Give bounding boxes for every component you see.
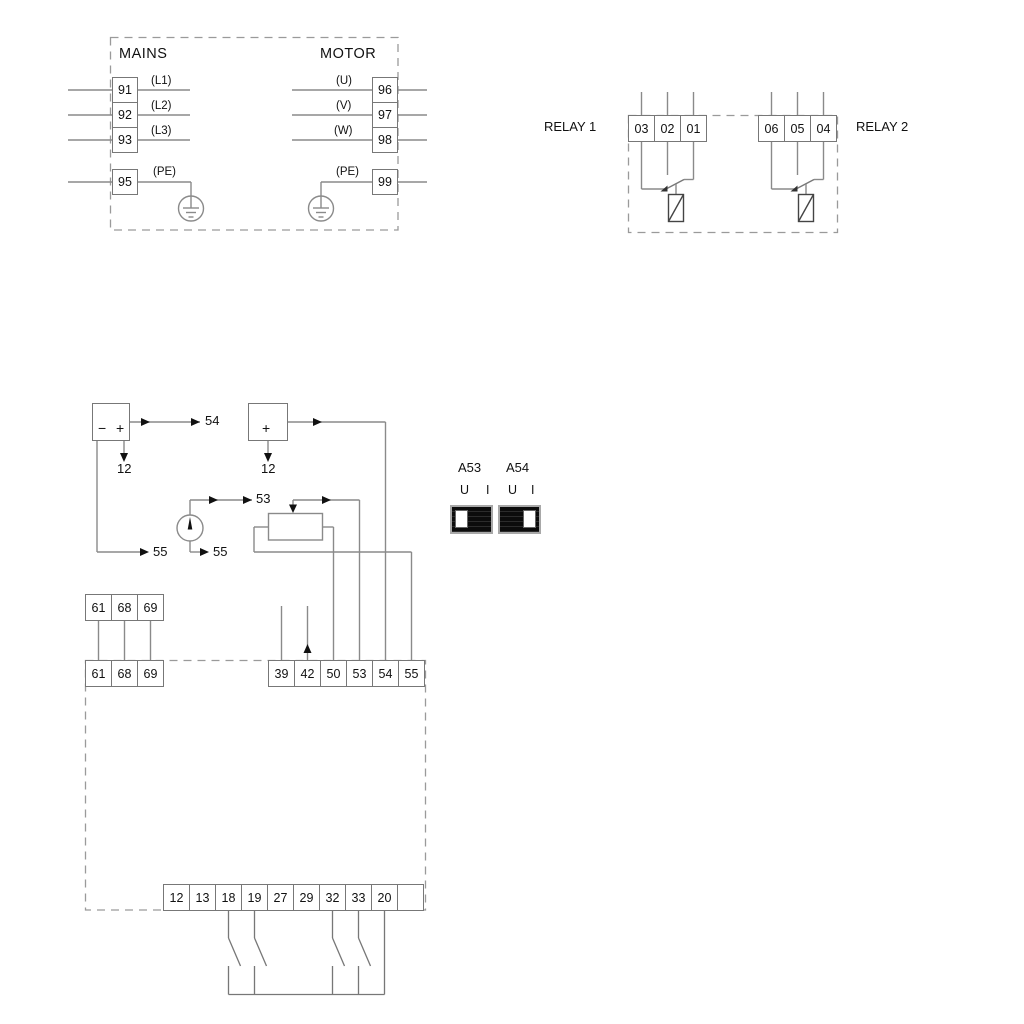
terminal-18: 18 bbox=[215, 884, 242, 911]
wire-label-54: 54 bbox=[205, 413, 220, 428]
terminal-95: 95 bbox=[112, 169, 138, 195]
meter-icon bbox=[177, 515, 203, 541]
switch-a54-option-u: U bbox=[508, 483, 518, 497]
switch-a53-label: A53 bbox=[458, 460, 482, 475]
dip-switch-a53-slider bbox=[455, 510, 468, 528]
analog-terminal-stub-wires bbox=[282, 606, 312, 661]
terminal-33: 33 bbox=[345, 884, 372, 911]
terminal-93: 93 bbox=[112, 127, 138, 153]
source1-minus-sign: − bbox=[98, 420, 107, 436]
phase-label-w: (W) bbox=[334, 125, 353, 137]
terminal-32: 32 bbox=[319, 884, 346, 911]
control-enclosure-dashed-border bbox=[86, 661, 426, 911]
source1-plus-sign: + bbox=[116, 420, 125, 436]
terminal-53: 53 bbox=[346, 660, 373, 687]
terminal-54: 54 bbox=[372, 660, 399, 687]
terminal-61-upper: 61 bbox=[85, 594, 112, 621]
source2-plus-sign: + bbox=[262, 420, 271, 436]
terminal-99: 99 bbox=[372, 169, 398, 195]
relay1-label: RELAY 1 bbox=[544, 119, 597, 134]
terminal-27: 27 bbox=[267, 884, 294, 911]
dip-switch-a54-slider bbox=[523, 510, 536, 528]
terminal-69: 69 bbox=[137, 660, 164, 687]
motor-ground-icon bbox=[309, 196, 334, 221]
terminal-61: 61 bbox=[85, 660, 112, 687]
terminal-39: 39 bbox=[268, 660, 295, 687]
phase-label-u: (U) bbox=[336, 75, 352, 87]
dip-switch-a53 bbox=[450, 505, 493, 534]
unipolar-source-box bbox=[248, 403, 288, 441]
terminal-05: 05 bbox=[784, 115, 811, 142]
terminal-blank bbox=[397, 884, 424, 911]
relay2-coil-icon bbox=[799, 195, 814, 222]
terminal-12: 12 bbox=[163, 884, 190, 911]
phase-label-v: (V) bbox=[336, 100, 352, 112]
mains-title: MAINS bbox=[119, 46, 168, 62]
dip-switch-a54 bbox=[498, 505, 541, 534]
digital-terminal-block bbox=[163, 884, 424, 911]
wire-label-12-right: 12 bbox=[261, 461, 276, 476]
terminal-98: 98 bbox=[372, 127, 398, 153]
terminal-91: 91 bbox=[112, 77, 138, 103]
relay1-terminal-block bbox=[628, 115, 707, 142]
relay2-contact-icon bbox=[791, 180, 815, 195]
switch-a53-option-u: U bbox=[460, 483, 470, 497]
relay2-terminal-block bbox=[758, 115, 837, 142]
switch-a54-label: A54 bbox=[506, 460, 530, 475]
phase-label-l2: (L2) bbox=[151, 100, 172, 112]
terminal-68-upper: 68 bbox=[111, 594, 138, 621]
terminal-03: 03 bbox=[628, 115, 655, 142]
wire-label-12-left: 12 bbox=[117, 461, 132, 476]
switch-a54-option-i: I bbox=[531, 483, 535, 497]
upper-aux-terminal-block bbox=[85, 594, 164, 621]
terminal-06: 06 bbox=[758, 115, 785, 142]
terminal-68: 68 bbox=[111, 660, 138, 687]
terminal-20: 20 bbox=[371, 884, 398, 911]
mains-ground-icon bbox=[179, 196, 204, 221]
terminal-04: 04 bbox=[810, 115, 837, 142]
terminal-42: 42 bbox=[294, 660, 321, 687]
terminal-29: 29 bbox=[293, 884, 320, 911]
aux-connector-wires bbox=[99, 620, 151, 661]
potentiometer-icon bbox=[269, 500, 323, 540]
motor-title: MOTOR bbox=[320, 46, 377, 62]
relay1-contact-icon bbox=[661, 180, 685, 195]
wire-label-55-left: 55 bbox=[153, 544, 168, 559]
terminal-01: 01 bbox=[680, 115, 707, 142]
terminal-96: 96 bbox=[372, 77, 398, 103]
terminal-02: 02 bbox=[654, 115, 681, 142]
phase-label-l3: (L3) bbox=[151, 125, 172, 137]
wire-label-53: 53 bbox=[256, 491, 271, 506]
relay1-coil-icon bbox=[669, 195, 684, 222]
terminal-13: 13 bbox=[189, 884, 216, 911]
aux-terminal-block bbox=[85, 660, 164, 687]
terminal-69-upper: 69 bbox=[137, 594, 164, 621]
phase-label-l1: (L1) bbox=[151, 75, 172, 87]
phase-label-pe-motor: (PE) bbox=[336, 166, 359, 178]
terminal-55: 55 bbox=[398, 660, 425, 687]
terminal-19: 19 bbox=[241, 884, 268, 911]
wire-label-55-right: 55 bbox=[213, 544, 228, 559]
relay2-label: RELAY 2 bbox=[856, 119, 909, 134]
switch-a53-option-i: I bbox=[486, 483, 490, 497]
analog-terminal-block bbox=[268, 660, 425, 687]
motor-wires bbox=[292, 90, 427, 196]
digital-input-switch-wires bbox=[229, 910, 385, 995]
terminal-97: 97 bbox=[372, 102, 398, 128]
terminal-50: 50 bbox=[320, 660, 347, 687]
bipolar-source-box bbox=[92, 403, 130, 441]
terminal-92: 92 bbox=[112, 102, 138, 128]
phase-label-pe-mains: (PE) bbox=[153, 166, 176, 178]
